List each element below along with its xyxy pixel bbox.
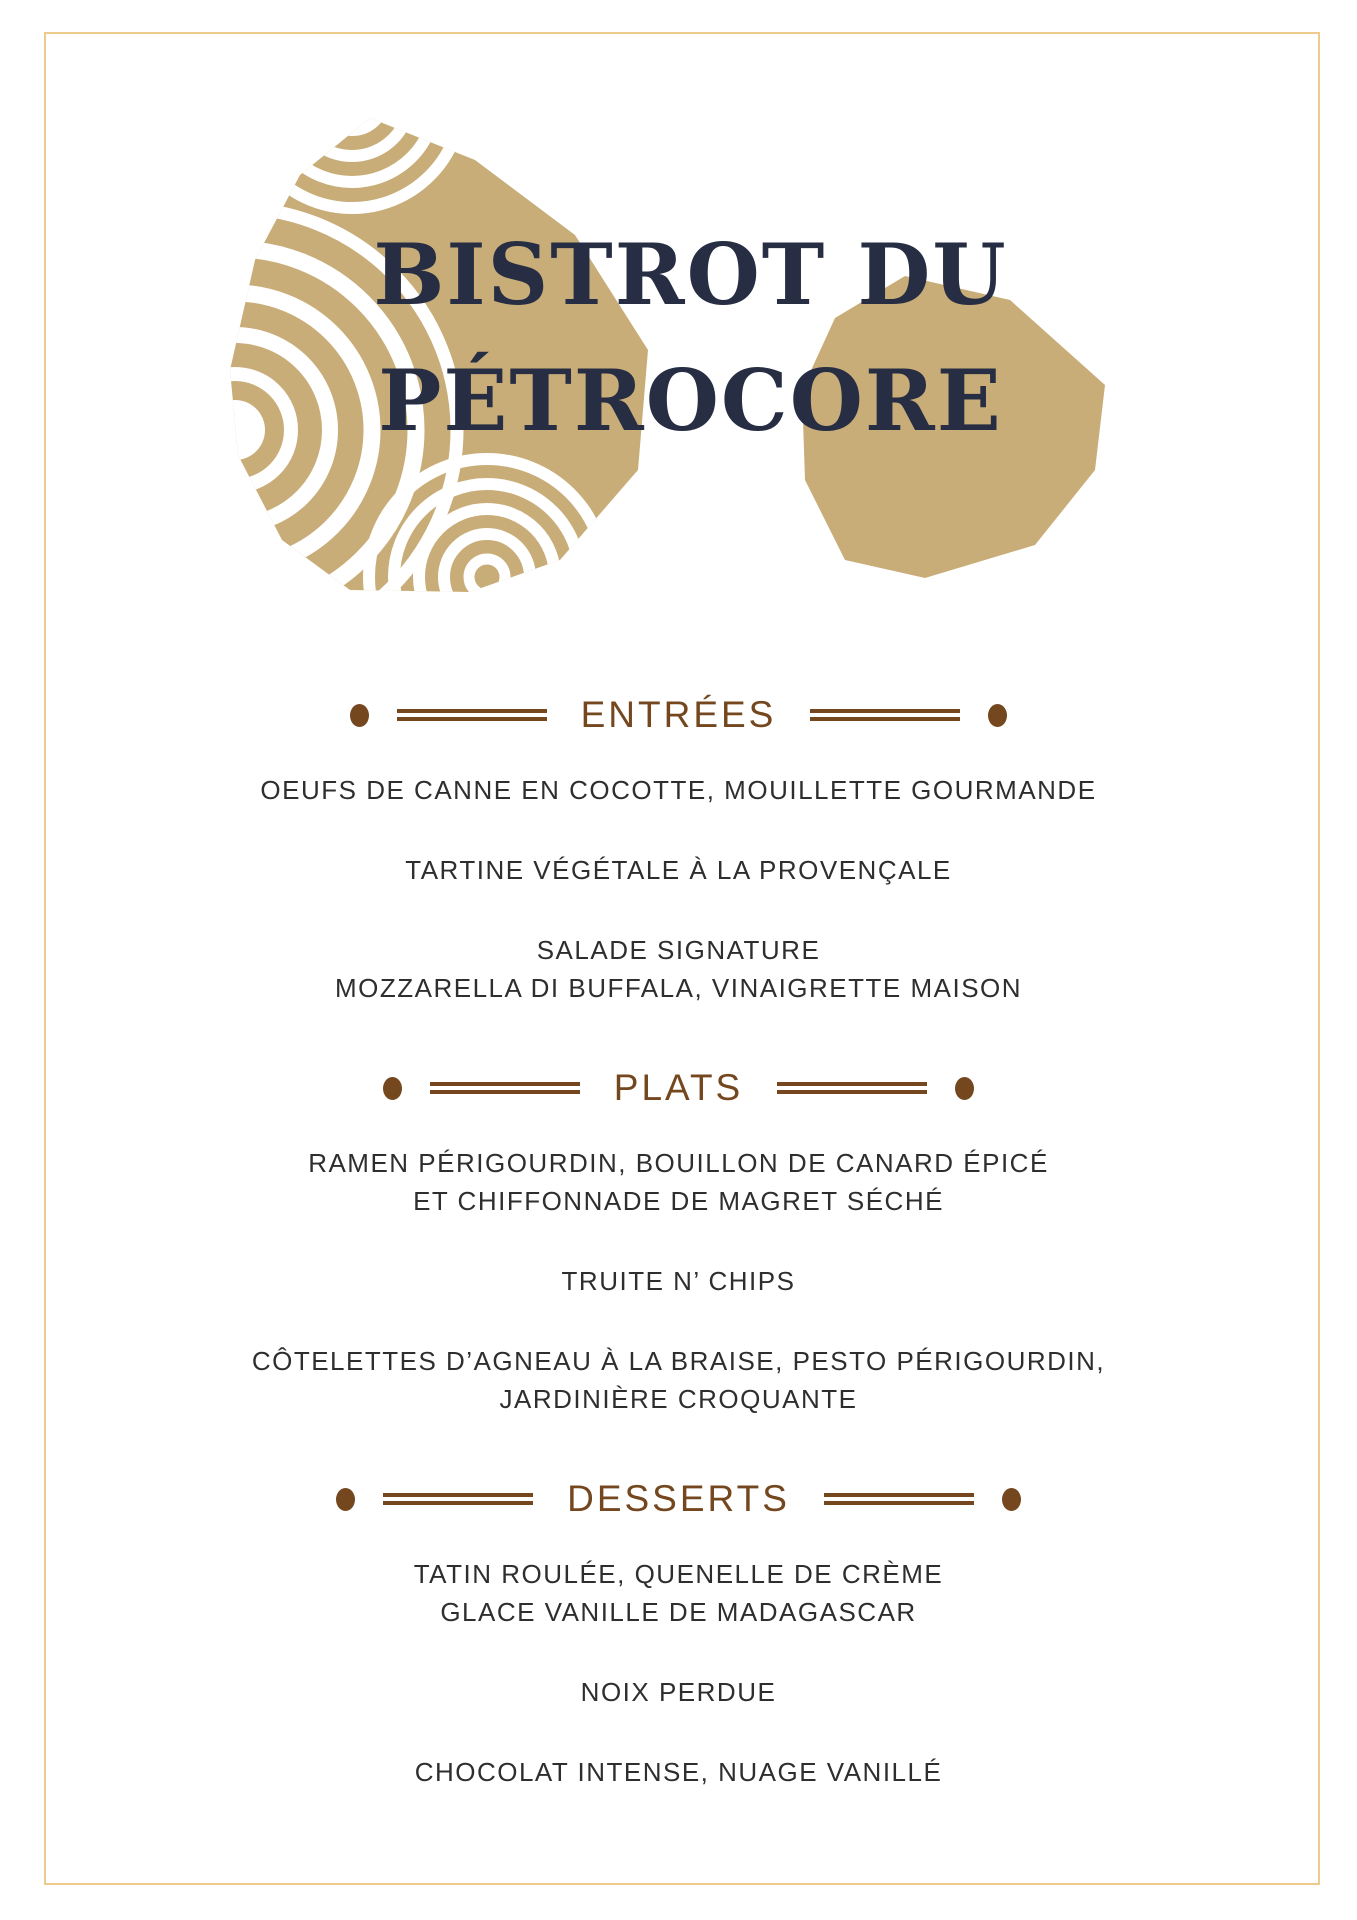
dish-list xyxy=(0,771,1357,1007)
section-header xyxy=(0,693,1357,737)
menu-item xyxy=(0,1555,1357,1631)
menu-item-line: SALADE SIGNATURE xyxy=(536,935,821,965)
header-area xyxy=(0,0,1357,693)
ornament-dot-icon xyxy=(1002,1488,1021,1511)
dish-list xyxy=(0,1555,1357,1791)
menu-item-line: MOZZARELLA DI BUFFALA, VINAIGRETTE MAISON xyxy=(334,973,1023,1003)
menu-item xyxy=(0,931,1357,1007)
menu-item-line: GLACE VANILLE DE MADAGASCAR xyxy=(440,1597,917,1627)
menu-item xyxy=(0,1262,1357,1300)
menu-item xyxy=(0,1753,1357,1791)
ornament-dot-icon xyxy=(955,1077,974,1100)
ornament-double-line-icon xyxy=(397,709,547,721)
menu-section xyxy=(0,1477,1357,1791)
ornament-dot-icon xyxy=(336,1488,355,1511)
menu-item xyxy=(0,1342,1357,1418)
section-header xyxy=(0,1066,1357,1110)
ornament-double-line-icon xyxy=(383,1493,533,1505)
ornament-dot-icon xyxy=(383,1077,402,1100)
section-title: DESSERTS xyxy=(567,1478,790,1519)
restaurant-title-line2: PÉTROCORE xyxy=(378,351,1003,450)
ornament-double-line-icon xyxy=(777,1082,927,1094)
menu-section xyxy=(0,693,1357,1007)
menu-item-line: CHOCOLAT INTENSE, NUAGE VANILLÉ xyxy=(414,1757,943,1787)
dish-list xyxy=(0,1144,1357,1418)
ornament-double-line-icon xyxy=(824,1493,974,1505)
menu-sections xyxy=(0,693,1357,1791)
restaurant-title xyxy=(0,212,1357,464)
section-title: ENTRÉES xyxy=(580,694,777,735)
menu-item xyxy=(0,771,1357,809)
ornament-double-line-icon xyxy=(430,1082,580,1094)
menu-item-line: TRUITE N’ CHIPS xyxy=(561,1266,796,1296)
menu-item xyxy=(0,851,1357,889)
section-title: PLATS xyxy=(613,1067,744,1108)
menu-item-line: TATIN ROULÉE, QUENELLE DE CRÈME xyxy=(413,1559,944,1589)
ornament-dot-icon xyxy=(988,704,1007,727)
menu-item xyxy=(0,1673,1357,1711)
restaurant-title-line1: BISTROT DU xyxy=(373,225,1008,324)
ornament-dot-icon xyxy=(350,704,369,727)
menu-section xyxy=(0,1066,1357,1418)
section-header xyxy=(0,1477,1357,1521)
menu-item-line: NOIX PERDUE xyxy=(580,1677,777,1707)
menu-item-line: JARDINIÈRE CROQUANTE xyxy=(499,1384,858,1414)
menu-item xyxy=(0,1144,1357,1220)
menu-item-line: ET CHIFFONNADE DE MAGRET SÉCHÉ xyxy=(413,1186,944,1216)
menu-item-line: TARTINE VÉGÉTALE À LA PROVENÇALE xyxy=(405,855,952,885)
ornament-double-line-icon xyxy=(810,709,960,721)
menu-item-line: RAMEN PÉRIGOURDIN, BOUILLON DE CANARD ÉPICÉ xyxy=(308,1148,1049,1178)
menu-item-line: CÔTELETTES D’AGNEAU À LA BRAISE, PESTO PÉRIGOURDIN, xyxy=(251,1346,1106,1376)
menu-item-line: OEUFS DE CANNE EN COCOTTE, MOUILLETTE GOURMANDE xyxy=(260,775,1097,805)
